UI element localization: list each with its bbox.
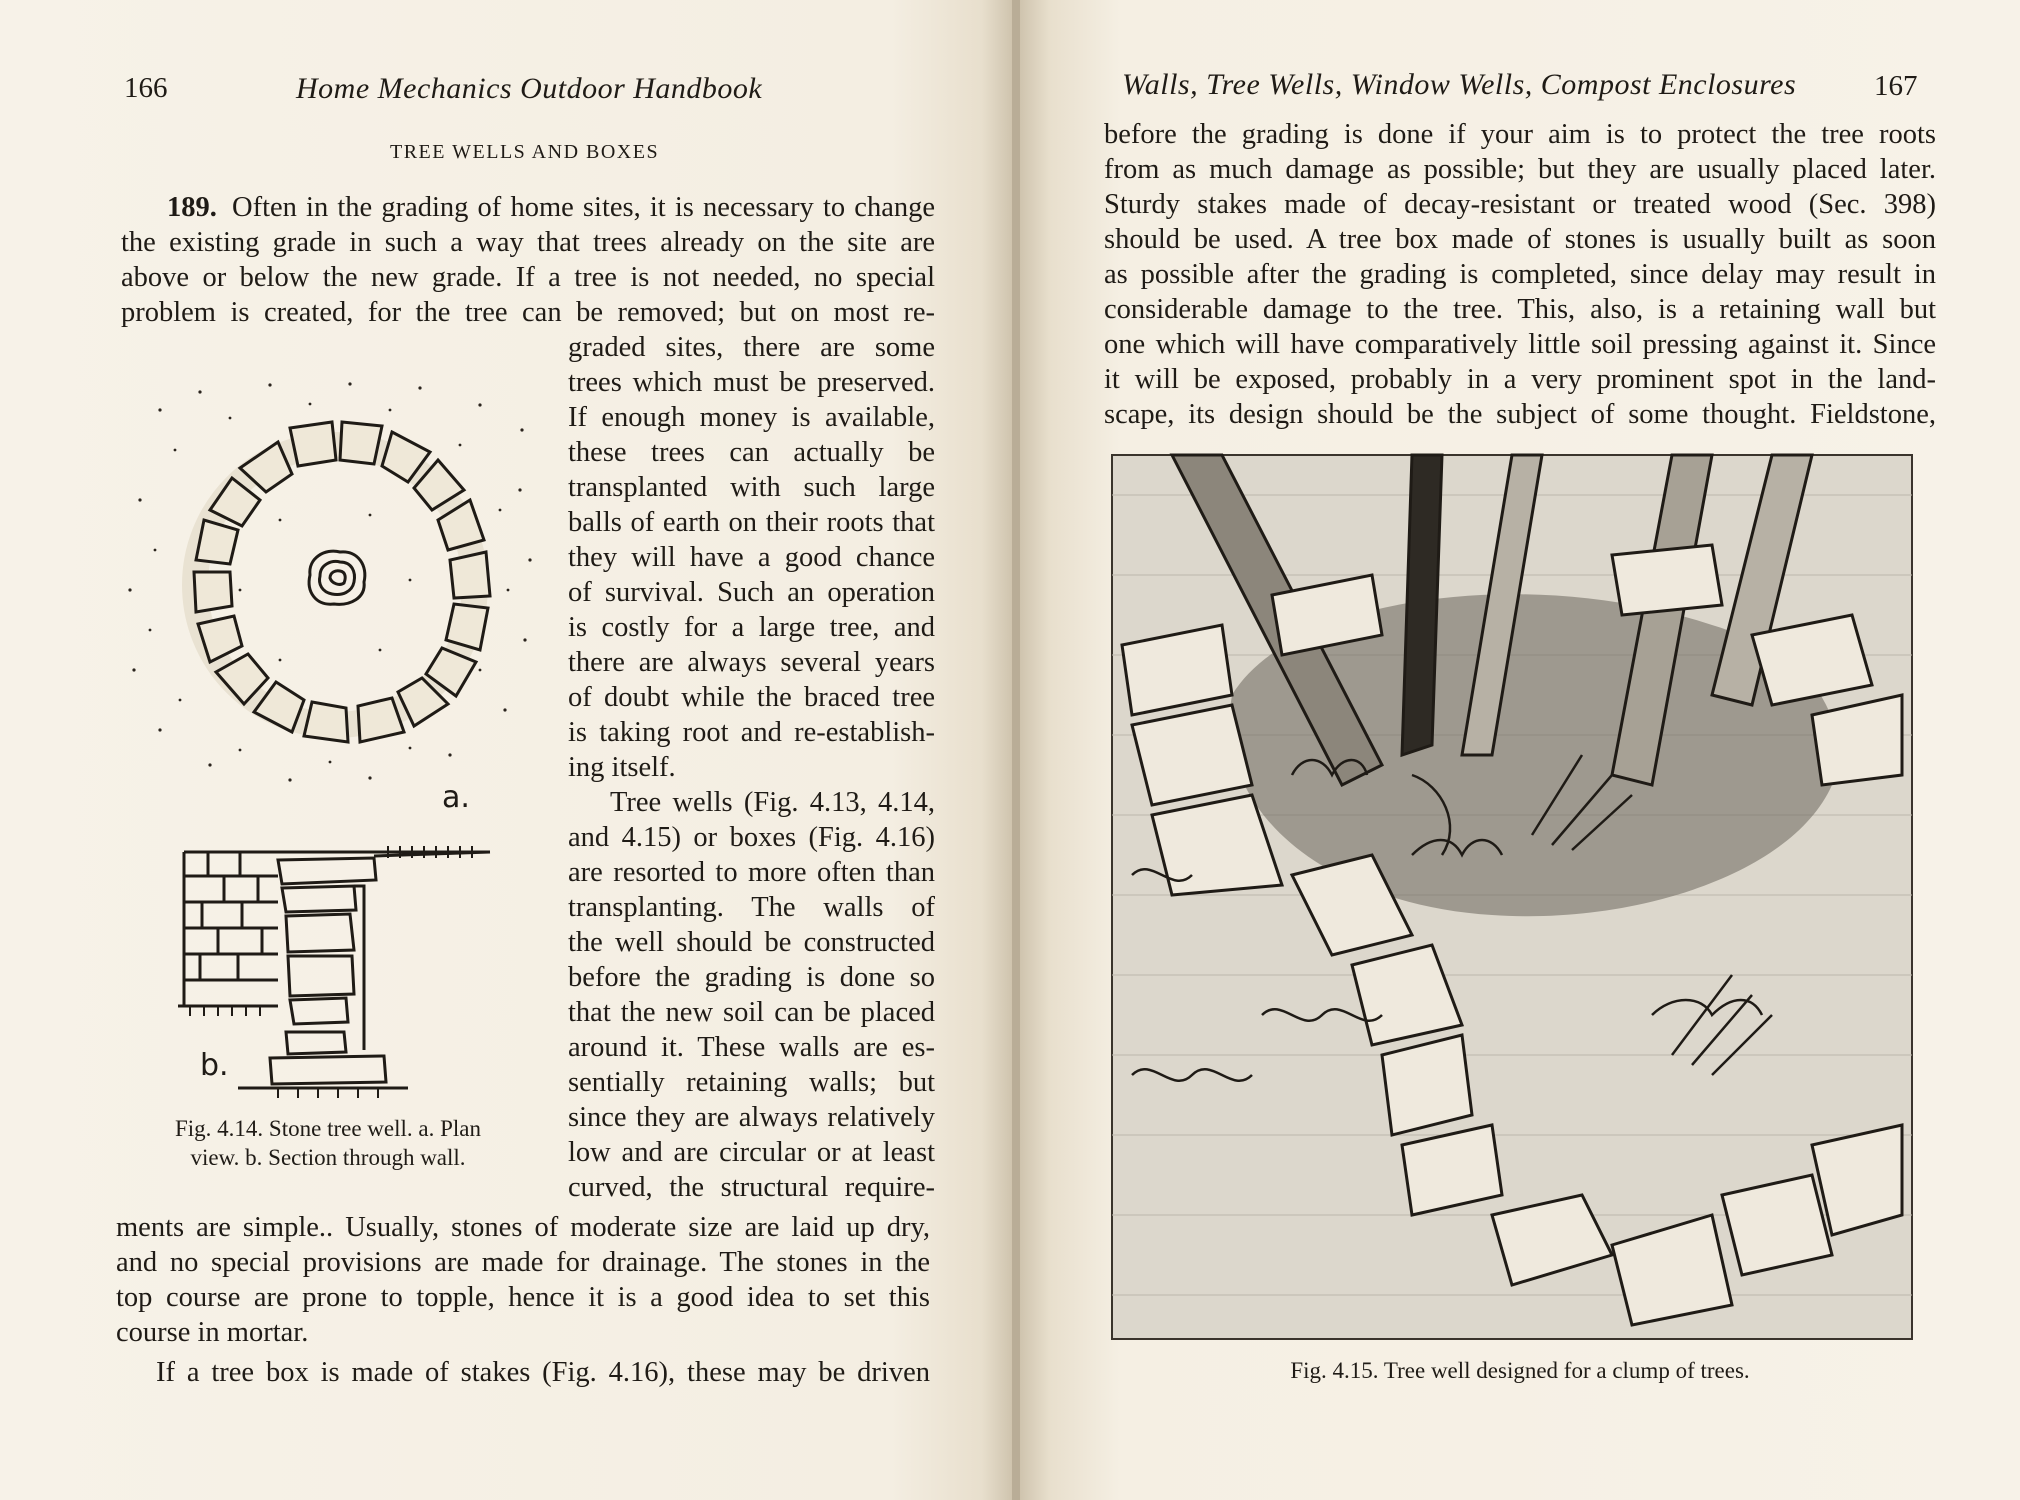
figure-caption	[128, 1114, 528, 1172]
text-line: one which will have comparatively little soil pressing against it. Since	[1104, 329, 1936, 360]
text-line: above or below the new grade. If a tree is not needed, no special	[121, 262, 935, 293]
text-line: are resorted to more often than	[568, 857, 935, 888]
text-line: the existing grade in such a way that trees already on the site are	[121, 227, 935, 258]
text-line: of doubt while the braced tree	[568, 682, 935, 713]
text-line: considerable damage to the tree. This, also, is a retaining wall but	[1104, 294, 1936, 325]
text-line: balls of earth on their roots that	[568, 507, 935, 538]
text-line: around it. These walls are es-	[568, 1032, 935, 1063]
text-line: transplanted with such large	[568, 472, 935, 503]
text-line: scape, its design should be the subject of some thought. Fieldstone,	[1104, 399, 1936, 430]
text-line: ments are simple.. Usually, stones of moderate size are laid up dry,	[116, 1212, 930, 1243]
paragraph-number: 189.	[167, 192, 217, 223]
text-line: and 4.15) or boxes (Fig. 4.16)	[568, 822, 935, 853]
text-line: is taking root and re-establish-	[568, 717, 935, 748]
figure-label-a: a.	[442, 780, 470, 815]
text-line: top course are prone to topple, hence it is a good idea to set this	[116, 1282, 930, 1313]
text-line: ing itself.	[568, 752, 676, 783]
right-running-head: Walls, Tree Wells, Window Wells, Compost Enclosures	[1122, 68, 1797, 101]
text-line: these trees can actually be	[568, 437, 935, 468]
text-line: of survival. Such an operation	[568, 577, 935, 608]
text-line: they will have a good chance	[568, 542, 935, 573]
text-line: Sturdy stakes made of decay-resistant or treated wood (Sec. 398)	[1104, 189, 1936, 220]
text-line: transplanting. The walls of	[568, 892, 935, 923]
text-line: curved, the structural require-	[568, 1172, 935, 1203]
text-line: as possible after the grading is completed, since delay may result in	[1104, 259, 1936, 290]
text-line: and no special provisions are made for drainage. The stones in the	[116, 1247, 930, 1278]
text-line: course in mortar.	[116, 1317, 309, 1348]
text-line: graded sites, there are some	[568, 332, 935, 363]
figure-caption-line: Fig. 4.14. Stone tree well. a. Plan	[175, 1116, 481, 1141]
text-line: If a tree box is made of stakes (Fig. 4.16), these may be driven	[156, 1357, 930, 1388]
text-line: before the grading is done so	[568, 962, 935, 993]
text-line: sentially retaining walls; but	[568, 1067, 935, 1098]
left-running-head: Home Mechanics Outdoor Handbook	[296, 72, 763, 105]
figure-caption: Fig. 4.15. Tree well designed for a clump of trees.	[1290, 1358, 1750, 1383]
figure-4-14a-plan-view	[120, 370, 540, 790]
left-page-number: 166	[124, 72, 168, 104]
text-line: it will be exposed, probably in a very prominent spot in the land-	[1104, 364, 1936, 395]
figure-caption-line: view. b. Section through wall.	[190, 1145, 466, 1170]
text-line: that the new soil can be placed	[568, 997, 935, 1028]
text-line: should be used. A tree box made of stones is usually built as soon	[1104, 224, 1936, 255]
text-line: from as much damage as possible; but they are usually placed later.	[1104, 154, 1936, 185]
figure-4-15-tree-well-sketch	[1112, 455, 1912, 1339]
text-line: since they are always relatively	[568, 1102, 935, 1133]
text-line: is costly for a large tree, and	[568, 612, 935, 643]
text-line: before the grading is done if your aim is to protect the tree roots	[1104, 119, 1936, 150]
text-line: there are always several years	[568, 647, 935, 678]
figure-label-b: b.	[200, 1048, 229, 1083]
text-line: problem is created, for the tree can be removed; but on most re-	[121, 297, 935, 328]
text-line: If enough money is available,	[568, 402, 935, 433]
book-gutter	[1012, 0, 1020, 1500]
right-page-number: 167	[1874, 70, 1918, 102]
text-line: trees which must be preserved.	[568, 367, 935, 398]
text-line: Often in the grading of home sites, it is necessary to change	[232, 192, 935, 223]
text-line: the well should be constructed	[568, 927, 935, 958]
section-title: TREE WELLS AND BOXES	[390, 141, 660, 163]
text-line: low and are circular or at least	[568, 1137, 935, 1168]
text-line: Tree wells (Fig. 4.13, 4.14,	[610, 787, 935, 818]
right-page	[1020, 0, 2020, 1500]
